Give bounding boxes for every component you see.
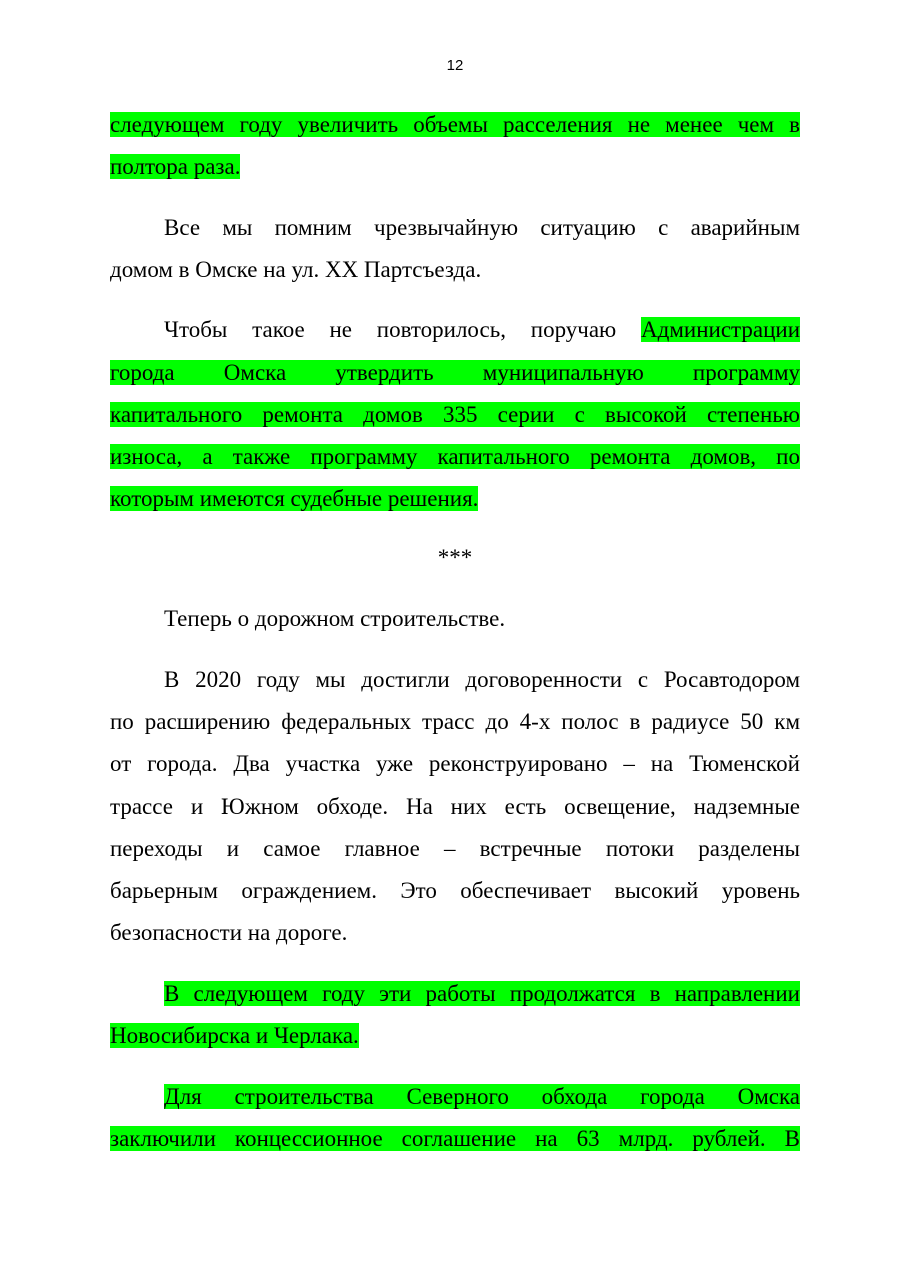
- section-separator: ***: [437, 545, 473, 570]
- highlighted-text: В следующем году эти работы продолжатся в направлении: [164, 981, 800, 1006]
- text-line: [110, 870, 800, 912]
- paragraph-text: барьерным ограждением. Это обеспечивает высокий уровень: [110, 878, 800, 903]
- text-line: [164, 598, 800, 640]
- text-line: [110, 701, 800, 743]
- text-line: [164, 1076, 800, 1118]
- paragraph-text: Теперь о дорожном строительстве.: [164, 606, 506, 631]
- text-line: [110, 1015, 800, 1057]
- text-line: [110, 828, 800, 870]
- text-line: [110, 478, 800, 520]
- text-line: [164, 207, 800, 249]
- highlighted-text: износа, а также программу капитального ремонта домов, по: [110, 444, 800, 469]
- highlighted-text: Для строительства Северного обхода города Омска: [164, 1084, 800, 1109]
- text-line: [164, 309, 800, 351]
- text-line: [164, 659, 800, 701]
- text-line: [110, 104, 800, 146]
- text-line: [110, 146, 800, 188]
- text-line: [110, 786, 800, 828]
- text-line: [110, 394, 800, 436]
- paragraph-text: переходы и самое главное – встречные потоки разделены: [110, 836, 800, 861]
- text-line: [110, 1118, 800, 1160]
- highlighted-text: города Омска утвердить муниципальную программу: [110, 360, 800, 385]
- paragraph-text: домом в Омске на ул. XX Партсъезда.: [110, 257, 482, 282]
- paragraph-text: по расширению федеральных трасс до 4-х полос в радиусе 50 км: [110, 709, 800, 734]
- highlighted-text: Новосибирска и Черлака.: [110, 1023, 359, 1048]
- highlighted-text: полтора раза.: [110, 154, 241, 179]
- text-line: [164, 973, 800, 1015]
- highlighted-text: Администрации: [641, 317, 800, 342]
- text-line: [110, 436, 800, 478]
- text-line: [110, 912, 800, 954]
- paragraph-text: Чтобы такое не повторилось, поручаю: [164, 317, 642, 342]
- highlighted-text: следующем году увеличить объемы расселения не менее чем в: [110, 112, 800, 137]
- paragraph-text: безопасности на дороге.: [110, 920, 348, 945]
- paragraph-text: В 2020 году мы достигли договоренности с Росавтодором: [164, 667, 800, 692]
- highlighted-text: капитального ремонта домов 335 серии с высокой степенью: [110, 402, 800, 427]
- paragraph-text: трассе и Южном обходе. На них есть освещение, надземные: [110, 794, 800, 819]
- text-line: [110, 249, 800, 291]
- highlighted-text: которым имеются судебные решения.: [110, 486, 479, 511]
- page-number: 12: [446, 57, 464, 74]
- text-line: [110, 352, 800, 394]
- paragraph-text: от города. Два участка уже реконструировано – на Тюменской: [110, 751, 800, 776]
- paragraph-text: Все мы помним чрезвычайную ситуацию с аварийным: [164, 215, 800, 240]
- highlighted-text: заключили концессионное соглашение на 63 млрд. рублей. В: [110, 1126, 800, 1151]
- text-line: [110, 743, 800, 785]
